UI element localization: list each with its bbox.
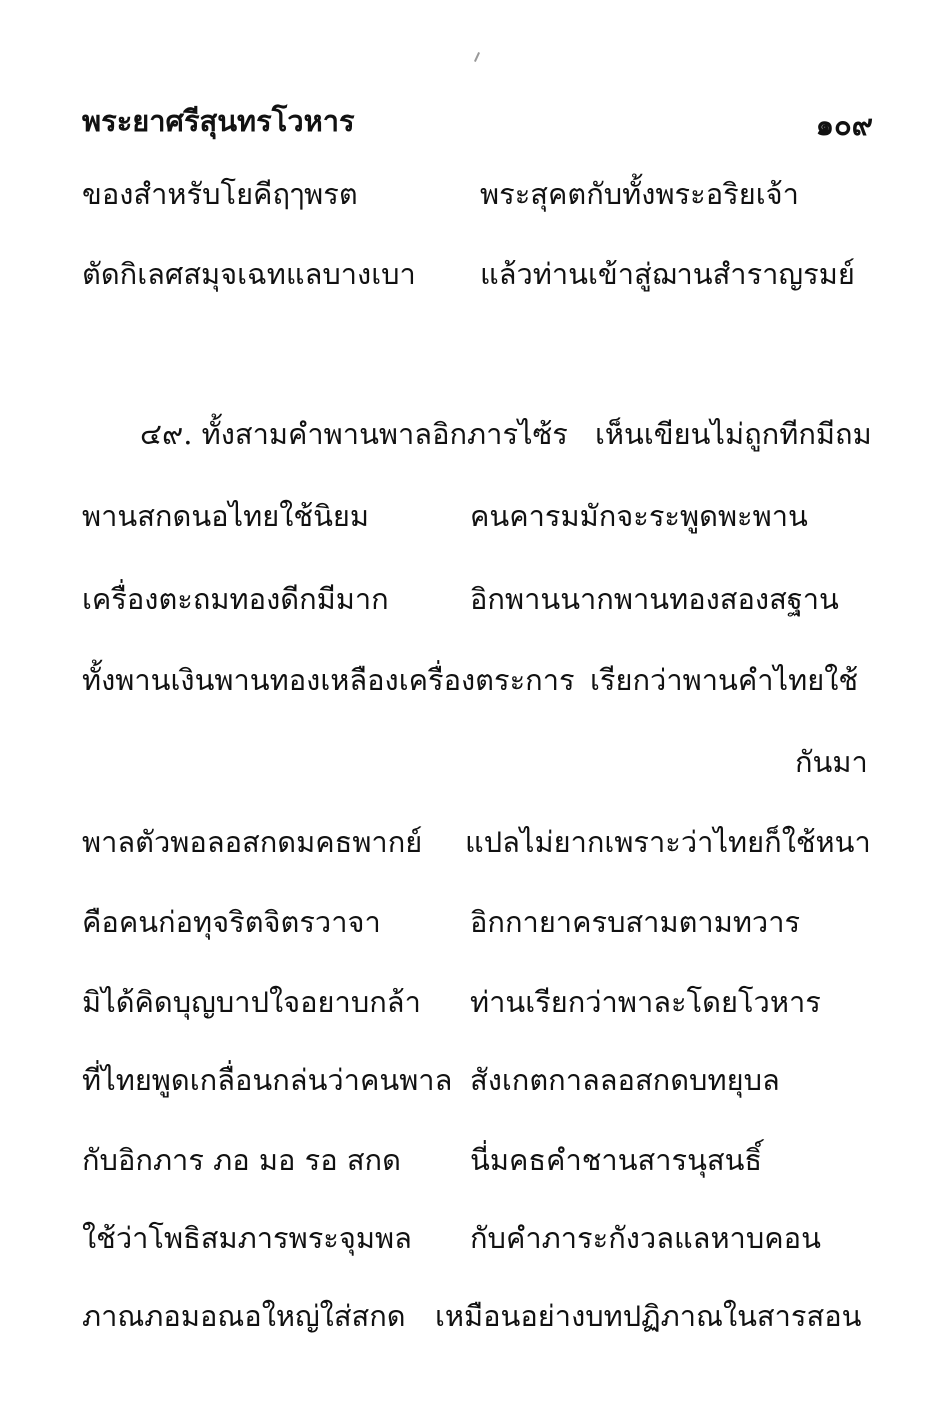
verse-line-left: พานสกดนอไทยใช้นิยม: [82, 499, 370, 533]
verse-line-left: เครื่องตะถมทองดีกมีมาก: [82, 582, 389, 616]
verse-line-right: สังเกตกาลลอสกดบทยุบล: [470, 1063, 780, 1097]
page-number: ๑๐๙: [815, 108, 873, 142]
verse-line-left: คือคนก่อทุจริตจิตรวาจา: [82, 905, 381, 939]
verse-line-right: อิกกายาครบสามตามทวาร: [470, 905, 801, 939]
verse-line-left: ที่ไทยพูดเกลื่อนกล่นว่าคนพาล: [82, 1063, 453, 1097]
verse-line-left: มิได้คิดบุญบาปใจอยาบกล้า: [82, 985, 421, 1019]
verse-line-left: ภาณภอมอณอใหญ่ใส่สกด: [82, 1299, 406, 1333]
verse-line-wrap: กันมา: [795, 745, 868, 779]
verse-line-left: ของสำหรับโยคีฤๅพรต: [82, 177, 358, 211]
verse-line-right: อิกพานนากพานทองสองสฐาน: [470, 582, 839, 616]
paper-speck: [474, 52, 480, 62]
verse-line-right: แล้วท่านเข้าสู่ฌานสำราญรมย์: [480, 257, 855, 291]
running-header-title: พระยาศรีสุนทรโวหาร: [82, 104, 355, 138]
verse-line-left: ใช้ว่าโพธิสมภารพระจุมพล: [82, 1221, 412, 1255]
verse-line-right: แปลไม่ยากเพราะว่าไทยก็ใช้หนา: [465, 825, 871, 859]
section-49-first-line: ๔๙. ทั้งสามคำพานพาลอิกภารไซ้ร: [140, 417, 568, 451]
verse-line-right: กับคำภาระกังวลแลหาบคอน: [470, 1221, 821, 1255]
verse-line-right: พระสุคตกับทั้งพระอริยเจ้า: [480, 177, 799, 211]
verse-line-left: ทั้งพานเงินพานทองเหลืองเครื่องตระการ: [82, 663, 575, 697]
section-49-first-line-right: เห็นเขียนไม่ถูกทีกมีถม: [595, 417, 872, 451]
verse-line-right: นี่มคธคำชานสารนุสนธิ์: [470, 1143, 763, 1177]
verse-line-right: เรียกว่าพานคำไทยใช้: [590, 663, 859, 697]
verse-line-right: ท่านเรียกว่าพาละโดยโวหาร: [470, 985, 821, 1019]
verse-line-left: พาลตัวพอลอสกดมคธพากย์: [82, 825, 423, 859]
verse-line-right: คนคารมมักจะระพูดพะพาน: [470, 499, 808, 533]
verse-line-left: กับอิกภาร ภอ มอ รอ สกด: [82, 1143, 401, 1177]
verse-line-left: ตัดกิเลศสมุจเฉทแลบางเบา: [82, 257, 416, 291]
verse-line-right: เหมือนอย่างบทปฏิภาณในสารสอน: [435, 1299, 862, 1333]
